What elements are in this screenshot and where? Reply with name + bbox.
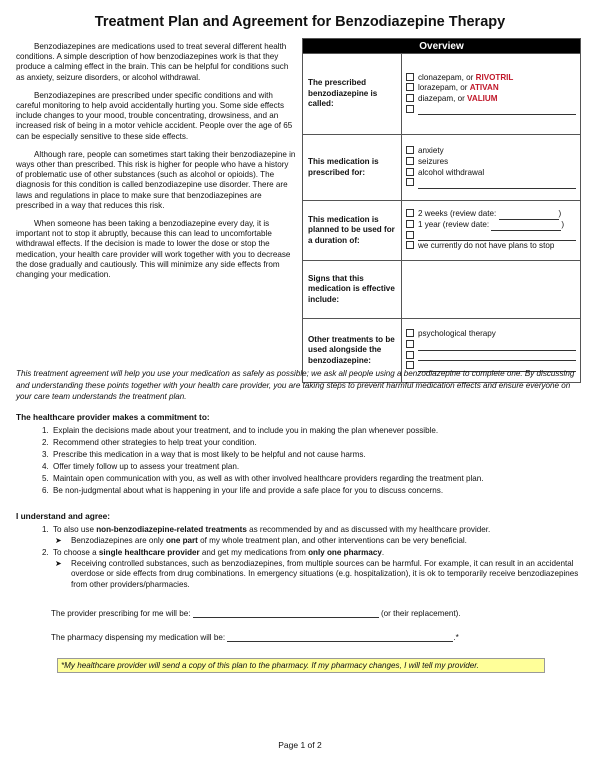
other-treatments-label: Other treatments to be used alongside the benzodiazepine: [303, 319, 402, 383]
checkbox[interactable] [406, 168, 414, 176]
checkbox[interactable] [406, 178, 414, 186]
overview-table [302, 38, 581, 383]
checkbox[interactable] [406, 231, 414, 239]
other-treatment-options: psychological therapy [402, 319, 581, 383]
blank-line[interactable] [418, 106, 576, 115]
medication-options: clonazepam, or RIVOTRIL lorazepam, or ATIVAN diazepam, or VALIUM [402, 54, 581, 135]
checkbox[interactable] [406, 94, 414, 102]
list-item: 4. Offer timely follow up to assess your treatment plan. [51, 461, 586, 473]
provider-line: The provider prescribing for me will be: (or their replacement). [51, 609, 461, 618]
list-item: 5. Maintain open communication with you, as well as with other involved healthcare providers regarding the treatment plan. [51, 473, 586, 485]
list-item: 1. Explain the decisions made about your treatment, and to include you in making the plan whenever possible. [51, 425, 586, 437]
intro-paragraph: Benzodiazepines are medications used to treat several different health conditions. A simple description of how benzodiazepines work is that they produce a calming effect in the brain. This can be helpful for conditions such as anxiety, seizure disorders, or alcohol withdrawal. [16, 42, 289, 82]
agreement-statement: This treatment agreement will help you use your medication as safely as possible; we ask all people using a benzodiazepine to complete one. By discussing and understanding these points together with your health care provider, you are taking steps to prevent harmful medication effects and ensure everyone on your care team understands the treatment plan. [16, 369, 575, 401]
arrow-bullet-icon: ➤ [55, 558, 62, 568]
list-item: 3. Prescribe this medication in a way that is most likely to be helpful and not cause harms. [51, 449, 586, 461]
prescribed-for-label: This medication is prescribed for: [303, 135, 402, 201]
checkbox[interactable] [406, 157, 414, 165]
sub-item: ➤ Receiving controlled substances, such as benzodiazepines, from multiple sources can be harmful. For example, it can result in an accidental overdose or side effects from drug combinations. In emergency situations (e.g. hospitalization), it is ok to temporarily receive benzodiazepines from other providers/pharmacies. [55, 558, 579, 590]
medication-name-label: The prescribed benzodiazepine is called: [303, 54, 402, 135]
list-item: 2. Recommend other strategies to help treat your condition. [51, 437, 586, 449]
checkbox[interactable] [406, 241, 414, 249]
section-heading: The healthcare provider makes a commitment to: [16, 412, 210, 422]
duration-label: This medication is planned to be used for a duration of: [303, 201, 402, 261]
checkbox[interactable] [406, 351, 414, 359]
effectiveness-field[interactable] [402, 261, 581, 319]
blank-line[interactable] [418, 352, 576, 361]
overview-header: Overview [303, 39, 581, 54]
pharmacy-name-field[interactable] [227, 633, 453, 642]
pharmacy-line: The pharmacy dispensing my medication will be: .* [51, 633, 459, 642]
review-date-field[interactable] [499, 211, 559, 220]
checkbox[interactable] [406, 329, 414, 337]
intro-text [16, 42, 296, 288]
provider-commitment [16, 412, 586, 496]
sub-item: ➤ Benzodiazepines are only one part of my whole treatment plan, and other interventions can be very beneficial. [55, 535, 467, 545]
condition-options: anxiety seizures alcohol withdrawal [402, 135, 581, 201]
list-item: 6. Be non-judgmental about what is happening in your life and provide a safe place for you to discuss concerns. [51, 485, 586, 497]
duration-options: 2 weeks (review date: ) 1 year (review date: ) we currently do not have plans to stop [402, 201, 581, 261]
provider-name-field[interactable] [193, 609, 379, 618]
intro-paragraph: Although rare, people can sometimes start taking their benzodiazepine in ways other than prescribed. This risk is higher for people who have a history of problematic use of other substances (such as alcohol or opioids). The diagnosis for this condition is called benzodiazepine use disorder. There are laws and regulations in place to make sure that benzodiazepines are prescribed in a way that reduces this risk. [16, 149, 296, 210]
page-title: Treatment Plan and Agreement for Benzodiazepine Therapy [94, 14, 506, 30]
intro-paragraph: When someone has been taking a benzodiazepine every day, it is important not to stop it abruptly, because this can lead to uncomfortable withdrawal effects. If the decision is made to lower the dose or stop the medication, your health care provider will work together with you to decrease the dose gradually and cautiously. This will minimize any side effects from changing your medication. [16, 219, 291, 280]
review-date-field[interactable] [491, 222, 561, 231]
pharmacy-note: *My healthcare provider will send a copy of this plan to the pharmacy. If my pharmacy changes, I will tell my provider. [57, 658, 545, 673]
arrow-bullet-icon: ➤ [55, 535, 62, 545]
page-number: Page 1 of 2 [278, 740, 322, 750]
checkbox[interactable] [406, 209, 414, 217]
checkbox[interactable] [406, 73, 414, 81]
checkbox[interactable] [406, 220, 414, 228]
list-item: 1. To also use non-benzodiazepine-related treatments as recommended by and as discussed with my healthcare provider. ➤ Benzodiazepines are only one part of my whole treatment plan, and other interventions can be very beneficial. [51, 524, 586, 547]
checkbox[interactable] [406, 83, 414, 91]
effectiveness-label: Signs that this medication is effective include: [303, 261, 402, 319]
checkbox[interactable] [406, 105, 414, 113]
checkbox[interactable] [406, 146, 414, 154]
patient-agreement [16, 511, 586, 591]
section-heading: I understand and agree: [16, 511, 111, 521]
list-item: 2. To choose a single healthcare provider and get my medications from only one pharmacy. ➤ Receiving controlled substances, such as benzodiazepines, from multiple sources can be harmful. For example, it can result in an accidental overdose or side effects from drug combinations. In emergency situations (e.g. hospitalization), it is ok to temporarily receive benzodiazepines from other providers/pharmacies. [51, 547, 586, 591]
blank-line[interactable] [418, 180, 576, 189]
blank-line[interactable] [418, 342, 576, 351]
checkbox[interactable] [406, 340, 414, 348]
intro-paragraph: Benzodiazepines are prescribed under specific conditions and with careful monitoring to help avoid accidentally hurting you. Some side effects include changes to your mood, trouble concentrating, drowsiness, and an increased risk of being in a motor vehicle accident. People over the age of 65 can be especially sensitive to these side effects. [16, 90, 293, 141]
blank-line[interactable] [418, 232, 576, 241]
